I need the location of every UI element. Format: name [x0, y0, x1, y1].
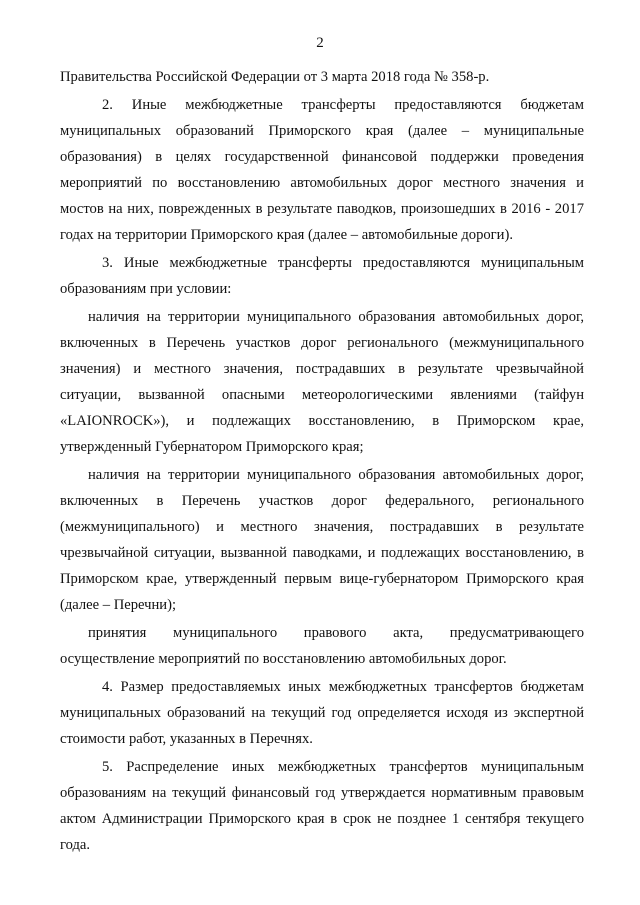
paragraph-item-5: 5. Распределение иных межбюджетных трансфертов муниципальным образованиям на текущий финансовый год утверждается нормативным правовым актом Администрации Приморского края в срок не позднее 1 сентября текущего года. [60, 759, 584, 853]
page-number: 2 [316, 35, 324, 51]
paragraph-condition-3: принятия муниципального правового акта, предусматривающего осуществление мероприятий по восстановлению автомобильных дорог. [60, 625, 584, 667]
paragraph-condition-1: наличия на территории муниципального образования автомобильных дорог, включенных в Перечень участков дорог регионального (межмуниципального значения) и местного значения, пострадавших в результате чрезвычайной ситуации, вызванной опасными метеорологическими явлениями (тайфун «LAIONROCK»), и подлежащих восстановлению, в Приморском крае, утвержденный Губернатором Приморского края; [60, 309, 584, 455]
paragraph-continuation: Правительства Российской Федерации от 3 марта 2018 года № 358-р. [60, 69, 490, 85]
paragraph-item-3: 3. Иные межбюджетные трансферты предоставляются муниципальным образованиям при условии: [60, 255, 584, 297]
paragraph-condition-2: наличия на территории муниципального образования автомобильных дорог, включенных в Перечень участков дорог федерального, регионального (межмуниципального) и местного значения, пострадавших в результате чрезвычайной ситуации, вызванной паводками, и подлежащих восстановлению, в Приморском крае, утвержденный первым вице-губернатором Приморского края (далее – Перечни); [60, 467, 584, 613]
document-body [60, 64, 584, 858]
paragraph-item-4: 4. Размер предоставляемых иных межбюджетных трансфертов бюджетам муниципальных образований на текущий год определяется исходя из экспертной стоимости работ, указанных в Перечнях. [60, 679, 584, 747]
paragraph-item-2: 2. Иные межбюджетные трансферты предоставляются бюджетам муниципальных образований Приморского края (далее – муниципальные образования) в целях государственной финансовой поддержки проведения мероприятий по восстановлению автомобильных дорог местного значения и мостов на них, поврежденных в результате паводков, произошедших в 2016 - 2017 годах на территории Приморского края (далее – автомобильные дороги). [60, 97, 584, 243]
